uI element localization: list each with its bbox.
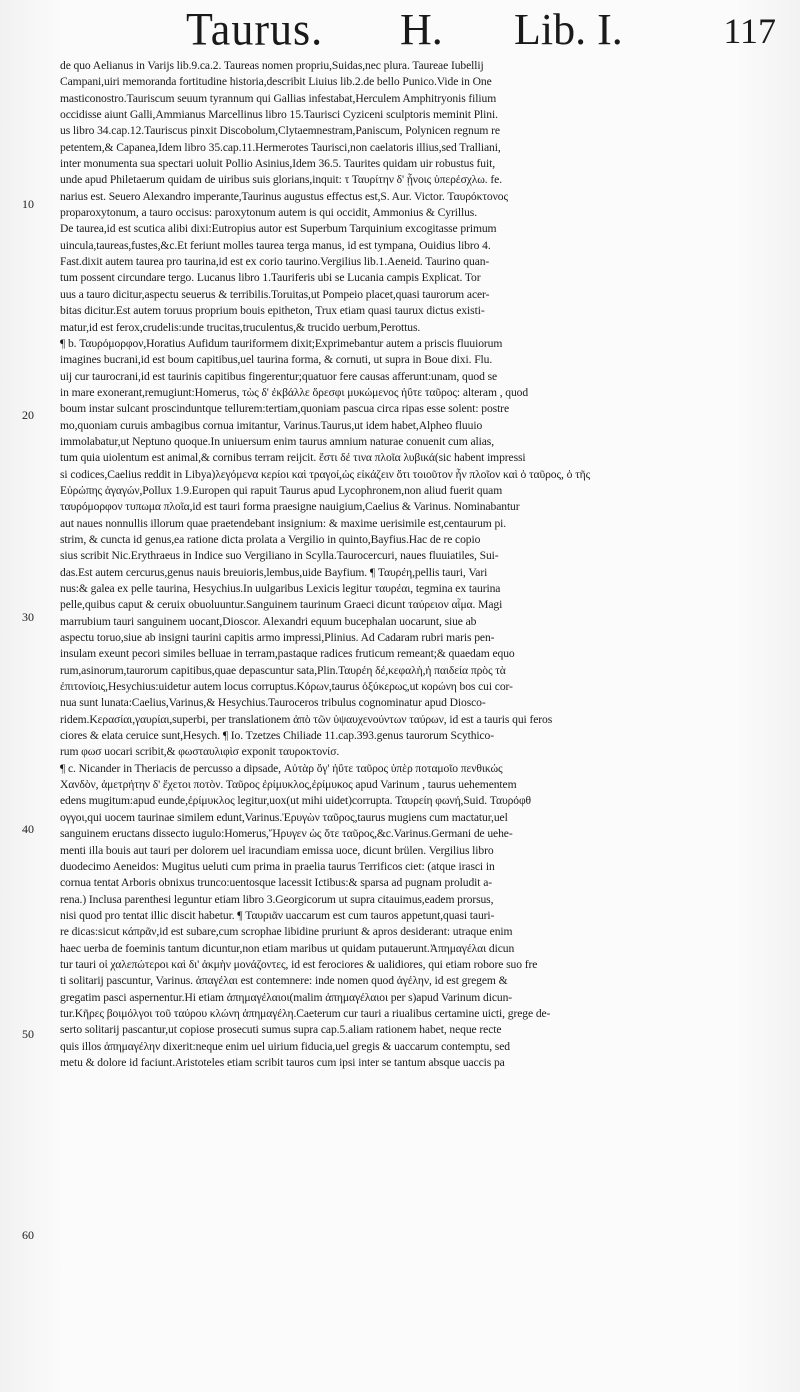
text-line: matur,id est ferox,crudelis:unde trucitas,truculentus,& trucido uerbum,Perottus. xyxy=(60,320,421,334)
text-line: occidisse aiunt Galli,Ammianus Marcellinus libro 15.Taurisci Cyziceni sculptoris meminit Plini. xyxy=(60,108,498,122)
text-line: re dicas:sicut κάπρᾶν,id est subare,cum scrophae libidine pruriunt & apros desiderant: utraque enim xyxy=(60,925,513,939)
text-line: duodecimo Aeneidos: Mugitus ueluti cum prima in praelia taurus Terrificos ciet: (atque irasci in xyxy=(60,859,495,873)
text-line: boum instar sulcant proscinduntque tellurem:tertiam,quoniam pascua circa ripas esse solent: postre xyxy=(60,402,509,416)
text-line: aut naues nonnullis illorum quae praetendebant insignium: & maxime uerisimile est,centaurum pi. xyxy=(60,516,507,530)
text-line: unde apud Philetaerum quidam de uiribus suis glorians,inquit: τ Ταυρίτην δ' ᾗνοις ὑπερέσχλω. fe. xyxy=(60,173,503,187)
text-line: in mare exonerant,remugiunt:Homerus, τὼς δ' ἐκβάλλε ὄρεσφι μυκώμενος ἠΰτε ταῦρος: alteram , quod xyxy=(60,385,529,399)
text-line: proparoxytonum, a tauro occisus: paroxytonum autem is qui occidit, Ammonius & Cyrillus. xyxy=(60,206,477,220)
text-line: nus:& galea ex pelle taurina, Hesychius.In uulgaribus Lexicis legitur ταυρέαι, tegmina ex taurina xyxy=(60,582,501,595)
margin-line-number: 60 xyxy=(22,1228,34,1242)
margin-line-number: 50 xyxy=(22,1027,34,1041)
text-line: gregatim pasci aspernentur.Hi etiam ἀπημαγέλαιοι(malim ἀπημαγέλαιοι per s)apud Varinum dicun- xyxy=(60,990,513,1004)
text-line: marrubium tauri sanguinem uocant,Dioscor. Alexandri equum bucephalan uocarunt, siue ab xyxy=(60,614,477,628)
text-line: ἐπιτονίοις,Hesychius:uidetur autem locus corruptus.Κόρων,taurus ὀξύκερως,ut κορώνη bos cui cor- xyxy=(60,680,513,694)
text-line: inter monumenta sua spectari uoluit Pollio Asinius,Idem 36.5. Taurites quidam uir robustus fuit, xyxy=(60,157,496,171)
text-line: tur tauri οἱ χαλεπώτεροι καὶ δι' ἀκμὴν μονάζοντες, id est ferociores & ualidiores, qui etiam robore suo fre xyxy=(60,957,538,971)
text-line: ογγοι,qui uocem taurinae similem edunt,Varinus.Ἐρυγὼν ταῦρος,taurus mugiens cum mactatur,uel xyxy=(60,810,508,824)
text-line: pelle,quibus caput & ceruix obuoluuntur.Sanguinem taurinum Graeci dicunt ταύρειον αἷμα. Magi xyxy=(60,598,503,612)
text-line: cornua tentat Arboris obnixus trunco:uentosque lacessit Ictibus:& sparsa ad pugnam proludit a- xyxy=(60,876,493,890)
text-line: nua sunt lunata:Caelius,Varinus,& Hesychius.Tauroceros tribulus cognominatur apud Diosco- xyxy=(60,696,486,710)
text-line: ti solitarij pascuntur, Varinus. ἀπαγέλαι est contemnere: inde nomen quod ἀγέλην, id est gregem & xyxy=(60,974,508,988)
running-header xyxy=(186,3,776,56)
text-line: menti illa bouis aut tauri per dolorem uel iracundiam emissa uoce, dicunt brülen. Vergilius libro xyxy=(60,843,494,857)
margin-line-number: 40 xyxy=(22,822,34,836)
text-line: masticonostro.Tauriscum seuum tyrannum qui Gallias infestabat,Herculem Amphitryonis filium xyxy=(60,91,497,105)
text-line: narius est. Seuero Alexandro imperante,Taurinus augustus effectus est,S. Aur. Victor. Ταυρόκτονος xyxy=(60,189,508,203)
text-line: tum quia uiolentum est animal,& cornibus terram reijcit. ἔστι δέ τινα πλοῖα λυβικά(sic habent impressi xyxy=(60,451,526,465)
text-line: Εὐρώπης ἀγαγών,Pollux 1.9.Europen qui rapuit Taurus apud Lycophronem,non aliud fuerit quam xyxy=(60,483,503,497)
text-line: sius scribit Nic.Erythraeus in Indice suo Vergiliano in Scylla.Taurocercuri, naues fluuiatiles, Sui- xyxy=(60,549,499,563)
text-line: serto solitarij pascantur,ut copiose prosecuti sumus supra cap.5.aliam rationem habet, neque recte xyxy=(60,1023,502,1037)
text-line: das.Est autem cercurus,genus nauis breuioris,lembus,uide Bayfium. ¶ Ταυρέη,pellis tauri, Vari xyxy=(60,565,488,579)
margin-line-number: 20 xyxy=(22,408,34,422)
text-line: uij cur taurocrani,id est taurinis capitibus fingerentur;quatuor fere causas afferunt:unam, quod se xyxy=(60,369,498,383)
text-line: ¶ b. Ταυρόμορφον,Horatius Aufidum tauriformem dixit;Exprimebantur autem a priscis fluuiorum xyxy=(60,336,503,350)
text-line: ¶ c. Nicander in Theriacis de percusso a dipsade, Αὐτὰρ ὅγ' ἠΰτε ταῦρος ὑπὲρ ποταμοῖο πενθικώς xyxy=(60,761,503,775)
text-line: rum φωσ uocari scribit,& φωσταυλιφὶσ exponit ταυροκτονίσ. xyxy=(60,745,340,759)
text-line: tur.Κῆρες βοιμόλγοι τοῦ ταύρου κλώνη ἀπημαγέλη.Caeterum cur tauri a riualibus certamine uicti, grege de- xyxy=(60,1006,551,1020)
margin-line-number: 10 xyxy=(22,197,34,211)
text-line: petentem,& Capanea,Idem libro 35.cap.11.Hermerotes Taurisci,non caelatoris illius,sed Tralliani, xyxy=(60,140,501,154)
text-line: de quo Aelianus in Varijs lib.9.ca.2. Taureas nomen propriu,Suidas,nec plura. Taureae Iubellij xyxy=(60,59,484,72)
text-line: rena.) Inclusa parenthesi leguntur etiam libro 3.Georgicorum ut supra citauimus,eadem prorsus, xyxy=(60,892,494,906)
text-line: ταυρόμορφον τυπωμα πλοῖα,id est tauri forma praesigne nauigium,Caelius & Varinus. Nominabantur xyxy=(60,500,520,514)
text-line: De taurea,id est scutica alibi dixi:Eutropius autor est Superbum Tarquinium excogitasse primum xyxy=(60,222,497,236)
text-line: metu & dolore id faciunt.Aristoteles etiam scribit tauros cum ipsi inter se tantum absque uaccis pa xyxy=(60,1055,505,1069)
text-line: bitas dicitur.Est autem toruus proprium bouis epitheton, Trux etiam quasi taurux dictus existi- xyxy=(60,304,485,318)
text-line: strim, & cuncta id genus,ea ratione dicta prolata a Vergilio in quinto,Bayfius.Hac de re copio xyxy=(60,532,481,546)
text-line: Fast.dixit autem taurea pro taurina,id est ex corio taurino.Vergilius lib.1.Aeneid. Taurino quan- xyxy=(60,255,490,269)
text-line: sanguinem eructans dissecto iugulo:Homerus,Ἤρυγεν ὡς ὅτε ταῦρος,&c.Varinus.Germani de uehe- xyxy=(60,827,513,841)
text-line: ciores & elata ceruice sunt,Hesych. ¶ Io. Tzetzes Chiliade 11.cap.393.genus taurorum Scythico- xyxy=(60,729,495,743)
margin-line-number: 30 xyxy=(22,610,34,624)
text-line: rum,asinorum,taurorum capitibus,quae depascuntur sata,Plin.Ταυρέη δέ,κεφαλὴ,ἡ παιδεία πρὸς τὰ xyxy=(60,663,506,677)
text-line: aspectu toruo,siue ab insigni taurini capitis armo impressi,Plinius. Ad Cadaram rubri maris pen- xyxy=(60,631,495,645)
header-book: Lib. I. xyxy=(514,5,623,54)
text-line: haec uerba de foeminis tantum dicuntur,non etiam maribus ut quidam putauerunt.Ἀπημαγέλαι dicun xyxy=(60,941,515,955)
header-title: Taurus. xyxy=(186,3,324,56)
text-line: Campani,uiri memoranda fortitudine historia,describit Liuius lib.2.de bello Punico.Vide in One xyxy=(60,75,492,89)
text-line: si codices,Caelius reddit in Libya)λεγόμενα κερίοι καὶ τραγοί,ὡς εἰκάζειν ὅτι τοιοῦτον ἦν πλοῖον καὶ ὁ ταῦρος, ὁ τῆς xyxy=(60,467,591,481)
text-line: us libro 34.cap.12.Tauriscus pinxit Discobolum,Clytaemnestram,Paniscum, Polynicen regnum re xyxy=(60,124,500,138)
text-line: ridem.Κερασίαι,γαυρίαι,superbi, per translationem ἀπὸ τῶν ὑψαυχενούντων ταύρων, id est a tauris qui feros xyxy=(60,712,553,726)
text-line: Χανδὸν, ἀμετρήτην δ' ἔχετοι ποτὸν. Ταῦρος ἐρίμυκλος,ἐρίμυκος apud Varinum , taurus uehementem xyxy=(60,778,517,792)
text-line: mo,quoniam curuis ambagibus cornua imitantur, Varinus.Taurus,ut idem habet,Alpheo fluuio xyxy=(60,418,483,432)
text-line: immolabatur,ut Neptuno quoque.In uniuersum enim taurus amnium naturae conuenit cum alias, xyxy=(60,434,494,448)
text-line: quis illos ἀπημαγέλην dixerit:neque enim uel uirium fiducia,uel gregis & uaccarum contemptu, sed xyxy=(60,1039,510,1053)
text-line: uincula,taureas,fustes,&c.Et feriunt molles taurea terga manus, id est tympana, Ouidius libro 4. xyxy=(60,238,491,252)
text-line: imagines bucrani,id est boum capitibus,uel taurina forma, & cornuti, ut supra in Boue dixi. Flu. xyxy=(60,353,493,367)
text-line: uus a tauro dicitur,aspectu seuerus & terribilis.Toruitas,ut Pompeio placet,quasi taurorum acer- xyxy=(60,287,490,301)
text-line: tum possent circundare tergo. Lucanus libro 1.Tauriferis ubi se Lucania campis Explicat. Tor xyxy=(60,271,481,285)
text-line: edens mugitum:apud eunde,ἐρίμυκλος legitur,uox(ut mihi uidet)corrupta. Ταυρείη φωνή,Suid. Ταυρόφθ xyxy=(60,794,532,808)
text-line: nisi quod pro tentat illic discit habetur. ¶ Ταυριᾶν uaccarum est cum tauros appetunt,quasi tauri- xyxy=(60,908,495,922)
text-line: insulam exeunt pecori similes belluae in terram,pastaque radices fruticum remeant;& quaedam equo xyxy=(60,647,515,661)
page-number: 117 xyxy=(723,11,776,51)
header-letter: H. xyxy=(400,5,443,54)
body-text xyxy=(60,58,786,1071)
